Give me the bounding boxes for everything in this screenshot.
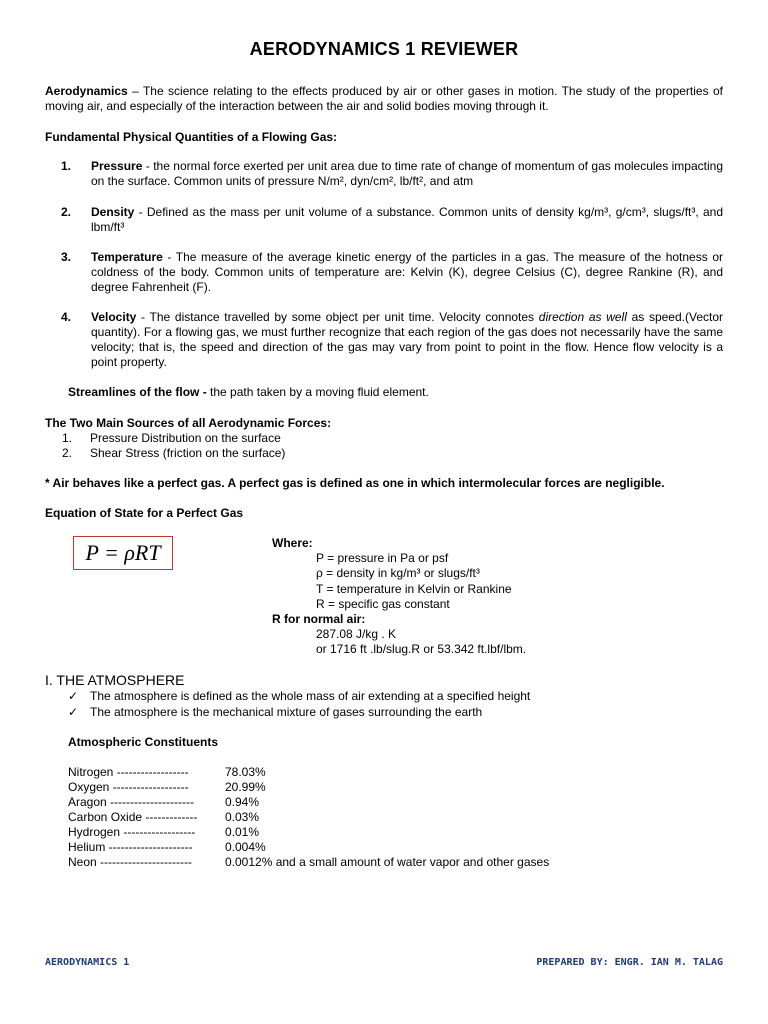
footer-right: PREPARED BY: ENGR. IAN M. TALAG [536, 957, 723, 968]
list-item [68, 705, 530, 721]
constituent-value: 0.94% [225, 795, 260, 809]
atmosphere-points [68, 689, 530, 720]
constituents-heading: Atmospheric Constituents [68, 735, 219, 749]
quantity-term: Velocity [91, 310, 137, 324]
equation-box [73, 536, 173, 570]
constituent-name: Aragon --------------------- [68, 795, 194, 809]
list-item-text: Pressure Distribution on the surface [90, 431, 281, 445]
constituent-row [68, 780, 549, 795]
constituent-name: Neon ----------------------- [68, 855, 192, 869]
list-item [62, 431, 285, 446]
streamlines-term: Streamlines of the flow - [68, 385, 211, 399]
constituent-name: Helium --------------------- [68, 840, 193, 854]
footer-left: AERODYNAMICS 1 [45, 957, 130, 968]
list-item [68, 689, 530, 705]
quantity-emphasis: direction as well [538, 310, 627, 324]
where-item: R = specific gas constant [316, 596, 450, 611]
constituent-value: 0.01% [225, 825, 260, 839]
intro-text: – The science relating to the effects produced by air or other gases in motion. The study of the properties of moving air, and especially of the interaction between the air and solid bodies moving through it. [45, 84, 723, 113]
constituent-row [68, 825, 549, 840]
constituent-row [68, 810, 549, 825]
perfect-gas-note: * Air behaves like a perfect gas. A perfect gas is defined as one in which intermolecular forces are negligible. [45, 476, 665, 490]
list-number: 2. [62, 446, 73, 460]
list-number: 1. [61, 159, 72, 173]
intro-paragraph [45, 84, 723, 114]
quantity-text: - The measure of the average kinetic energy of the particles in a gas. The measure of the hotness or coldness of the body. Common units of temperature are: Kelvin (K), degree Celsius (C), degree Rankine (R), and degree Fahrenheit (F). [91, 250, 723, 294]
where-item: T = temperature in Kelvin or Rankine [316, 581, 512, 596]
streamlines-text: the path taken by a moving fluid element. [210, 385, 429, 399]
constituent-value: 0.004% [225, 840, 266, 854]
list-item [62, 446, 285, 461]
constituent-value: 78.03% [225, 765, 266, 779]
intro-term: Aerodynamics [45, 84, 128, 98]
list-number: 1. [62, 431, 73, 445]
constituent-row [68, 795, 549, 810]
list-number: 3. [61, 250, 72, 264]
quantity-text-after: as speed.(Vector quantity). For a flowing gas, we must further recognize that each region of the gas does not necessarily have the same velocity; that is, the speed and direction of the gas may vary from point to point in the flow. Hence flow velocity is a point property. [91, 310, 723, 369]
check-icon: ✓ [68, 689, 79, 703]
constituent-name: Carbon Oxide ------------- [68, 810, 198, 824]
quantity-temperature [45, 250, 723, 295]
list-item-text: The atmosphere is defined as the whole mass of air extending at a specified height [90, 689, 531, 703]
constituent-value: 0.0012% and a small amount of water vapor and other gases [225, 855, 550, 869]
quantity-density [45, 205, 723, 235]
list-item-text: Shear Stress (friction on the surface) [90, 446, 286, 460]
streamlines-line [68, 385, 429, 399]
quantity-pressure [45, 159, 723, 189]
constituent-value: 0.03% [225, 810, 260, 824]
constituent-row [68, 855, 549, 870]
where-item: ρ = density in kg/m³ or slugs/ft³ [316, 566, 480, 581]
constituent-name: Oxygen ------------------- [68, 780, 189, 794]
constituents-list [68, 765, 549, 870]
equation-where-block [272, 536, 526, 658]
page-title: AERODYNAMICS 1 REVIEWER [249, 39, 519, 59]
quantity-term: Pressure [91, 159, 143, 173]
r-label: R for normal air: [272, 612, 366, 627]
constituent-value: 20.99% [225, 780, 266, 794]
equation-formula: P = ρRT [85, 540, 161, 565]
where-label: Where: [272, 536, 313, 550]
quantity-text: - the normal force exerted per unit area due to time rate of change of momentum of gas molecules impacting on the surface. Common units of pressure N/m², dyn/cm², lb/ft², and atm [91, 159, 723, 188]
r-value: or 1716 ft .lb/slug.R or 53.342 ft.lbf/lbm. [316, 642, 527, 657]
check-icon: ✓ [68, 704, 79, 719]
constituent-name: Nitrogen ------------------ [68, 765, 189, 779]
list-number: 4. [61, 310, 72, 324]
where-item: P = pressure in Pa or psf [316, 551, 449, 566]
constituent-row [68, 765, 549, 780]
sources-heading: The Two Main Sources of all Aerodynamic Forces: [45, 416, 332, 430]
quantity-velocity [45, 310, 723, 370]
constituent-row [68, 840, 549, 855]
sources-list [62, 431, 285, 461]
r-value: 287.08 J/kg . K [316, 627, 397, 642]
quantity-term: Density [91, 205, 135, 219]
fundamental-heading-text: Fundamental Physical Quantities of a Flowing Gas: [45, 130, 338, 144]
quantity-text: - Defined as the mass per unit volume of a substance. Common units of density kg/m³, g/cm³, slugs/ft³, and lbm/ft³ [91, 205, 723, 234]
quantity-text: - The distance travelled by some object per unit time. Velocity connotes [136, 310, 539, 324]
quantity-term: Temperature [91, 250, 163, 264]
atmosphere-heading: I. THE ATMOSPHERE [45, 672, 185, 688]
equation-heading: Equation of State for a Perfect Gas [45, 506, 244, 520]
fundamental-heading [45, 130, 723, 145]
constituent-name: Hydrogen ------------------ [68, 825, 196, 839]
list-item-text: The atmosphere is the mechanical mixture of gases surrounding the earth [90, 704, 483, 719]
list-number: 2. [61, 205, 72, 219]
